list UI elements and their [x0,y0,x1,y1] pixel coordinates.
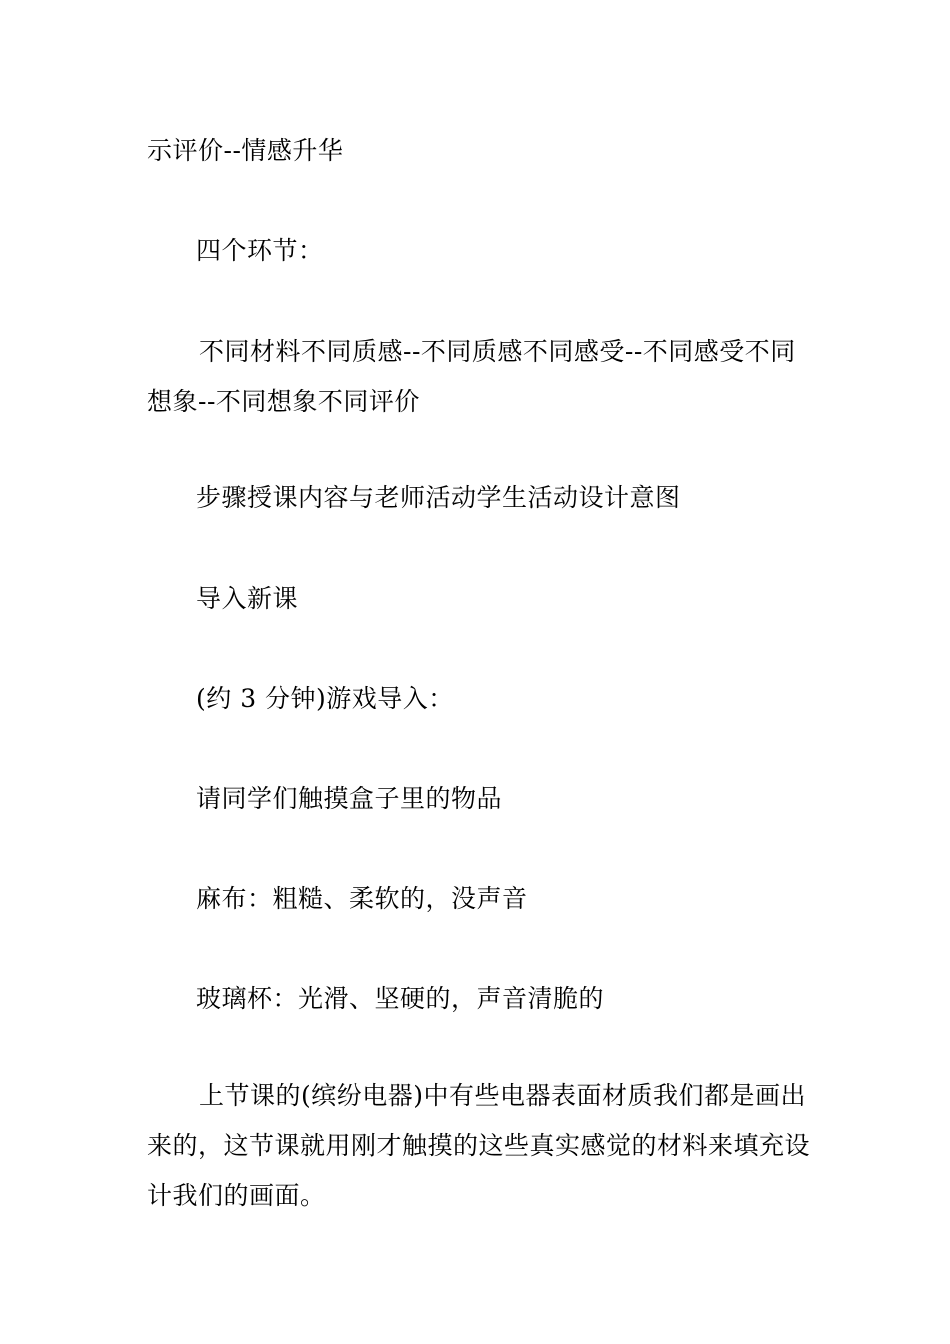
text-line-intro-section: 导入新课 [196,584,299,613]
text-line-touch-instruction: 请同学们触摸盒子里的物品 [196,784,503,813]
text-line-table-header: 步骤授课内容与老师活动学生活动设计意图 [196,483,681,512]
paragraph-four-steps: 不同材料不同质感--不同质感不同感受--不同感受不同想象--不同想象不同评价 [147,337,796,416]
text-line-game-intro: (约 3 分钟)游戏导入： [196,684,454,713]
text-line-four-steps-heading: 四个环节： [196,236,324,265]
paragraph-previous-lesson: 上节课的(缤纷电器)中有些电器表面材质我们都是画出来的，这节课就用刚才触摸的这些真实感觉的材料来填充设计我们的画面。 [147,1081,811,1210]
text-line-glass: 玻璃杯：光滑、坚硬的，声音清脆的 [196,984,605,1013]
text-line-linen: 麻布：粗糙、柔软的，没声音 [196,884,528,913]
text-line-evaluation: 示评价--情感升华 [147,136,344,165]
